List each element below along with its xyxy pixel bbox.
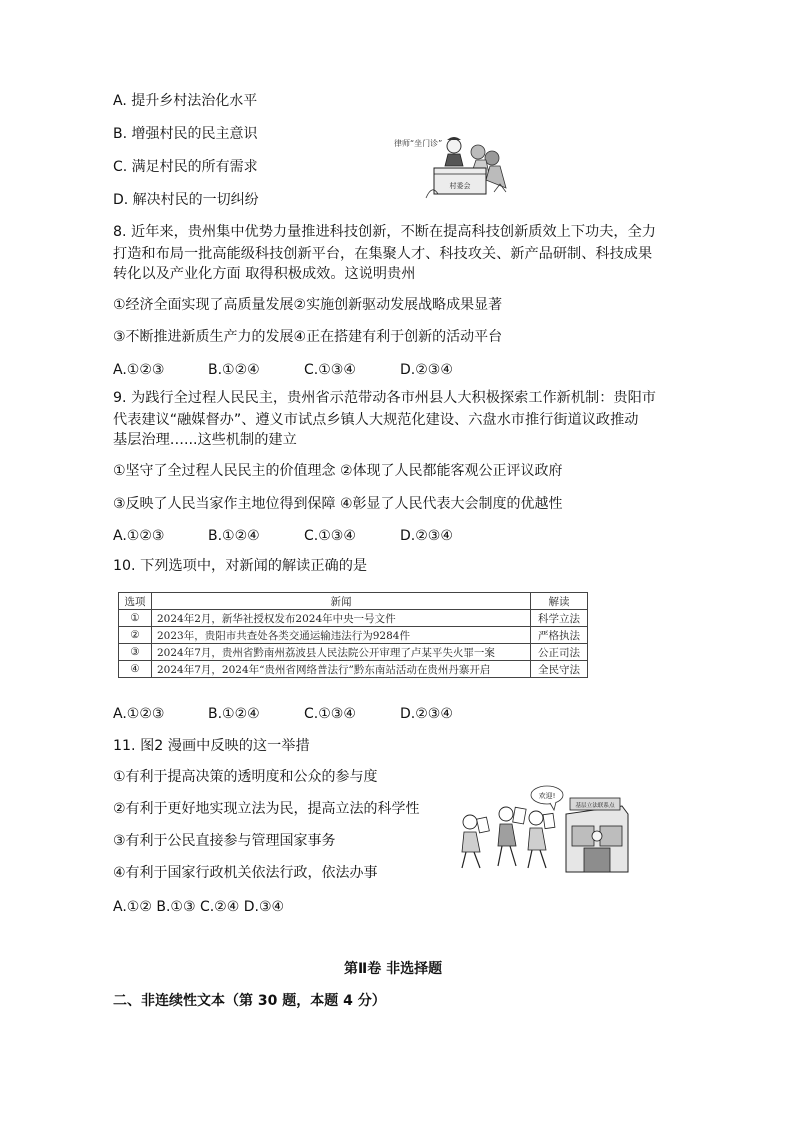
row-interpretation: 公正司法 [531,644,588,661]
header-option: 选项 [119,593,152,610]
table-row [119,644,588,661]
q9-option-a: A.①②③ [113,528,165,544]
row-interpretation: 全民守法 [531,661,588,678]
q9-stem-line-1: 9. 为践行全过程人民民主，贵州省示范带动各市州县人大积极探索工作新机制：贵阳市 [113,390,656,406]
q8-option-b: B.①②④ [208,362,260,378]
q7-option-b: B. 增强村民的民主意识 [113,126,258,142]
lawyer-clinic-cartoon [392,132,512,204]
q11-statement-3: ③有利于公民直接参与管理国家事务 [113,833,336,849]
q11-stem: 11. 图2 漫画中反映的这一举措 [113,738,310,754]
welcome-bubble: 欢迎! [538,792,556,800]
news-table [118,592,588,678]
q9-option-d: D.②③④ [400,528,453,544]
village-committee-sign: 村委会 [449,182,471,190]
q9-stem-line-2: 代表建议“融媒督办”、遵义市试点乡镇人大规范化建设、六盘水市推行街道议政推动 [113,412,639,428]
q11-statement-1: ①有利于提高决策的透明度和公众的参与度 [113,769,378,785]
row-option: ④ [119,661,152,678]
section-title: 第Ⅱ卷 非选择题 [344,961,443,977]
row-interpretation: 严格执法 [531,627,588,644]
q10-option-c: C.①③④ [304,706,356,722]
q10-option-b: B.①②④ [208,706,260,722]
q10-option-d: D.②③④ [400,706,453,722]
q10-stem: 10. 下列选项中，对新闻的解读正确的是 [113,558,368,574]
row-news: 2024年2月，新华社授权发布2024年中央一号文件 [152,610,531,627]
q8-statements-2: ③不断推进新质生产力的发展④正在搭建有利于创新的活动平台 [113,329,503,345]
row-news: 2023年，贵阳市共查处各类交通运输违法行为9284件 [152,627,531,644]
section-subtitle: 二、非连续性文本（第 30 题，本题 4 分） [113,993,386,1009]
header-interpretation: 解读 [531,593,588,610]
q9-statements-1: ①坚守了全过程人民民主的价值理念 ②体现了人民都能客观公正评议政府 [113,463,563,479]
cartoon-caption: 律师“坐门诊” [394,139,443,148]
q9-statements-2: ③反映了人民当家作主地位得到保障 ④彰显了人民代表大会制度的优越性 [113,496,563,512]
q9-stem-line-3: 基层治理…...这些机制的建立 [113,432,297,448]
q9-option-c: C.①③④ [304,528,356,544]
q8-options [113,360,453,380]
row-option: ③ [119,644,152,661]
news-table-header [119,593,588,610]
q8-statements-1: ①经济全面实现了高质量发展②实施创新驱动发展战略成果显著 [113,297,503,313]
q10-option-a: A.①②③ [113,706,165,722]
contact-point-sign: 基层立法联系点 [575,803,615,809]
q7-option-d: D. 解决村民的一切纠纷 [113,192,259,208]
q9-option-b: B.①②④ [208,528,260,544]
q11-statement-2: ②有利于更好地实现立法为民，提高立法的科学性 [113,801,420,817]
q8-option-d: D.②③④ [400,362,453,378]
q8-option-a: A.①②③ [113,362,165,378]
q7-option-c: C. 满足村民的所有需求 [113,159,258,175]
header-news: 新闻 [152,593,531,610]
q8-stem-line-3: 转化以及产业化方面 取得积极成效。这说明贵州 [113,266,416,282]
q10-options [113,704,453,724]
row-option: ② [119,627,152,644]
row-option: ① [119,610,152,627]
table-row [119,627,588,644]
q11-options: A.①② B.①③ C.②④ D.③④ [113,899,285,915]
q8-stem-line-2: 打造和布局一批高能级科技创新平台，在集聚人才、科技攻关、新产品研制、科技成果 [113,246,653,262]
table-row [119,661,588,678]
q11-statement-4: ④有利于国家行政机关依法行政，依法办事 [113,865,378,881]
q8-stem-line-1: 8. 近年来，贵州集中优势力量推进科技创新，不断在提高科技创新质效上下功夫，全力 [113,224,656,240]
q8-option-c: C.①③④ [304,362,356,378]
table-row [119,610,588,627]
row-interpretation: 科学立法 [531,610,588,627]
row-news: 2024年7月，2024年“贵州省网络普法行”黔东南站活动在贵州丹寨开启 [152,661,531,678]
q9-options [113,526,453,546]
q7-option-a: A. 提升乡村法治化水平 [113,93,258,109]
legislation-contact-point-cartoon [458,784,634,874]
row-news: 2024年7月，贵州省黔南州荔波县人民法院公开审理了卢某平失火罪一案 [152,644,531,661]
